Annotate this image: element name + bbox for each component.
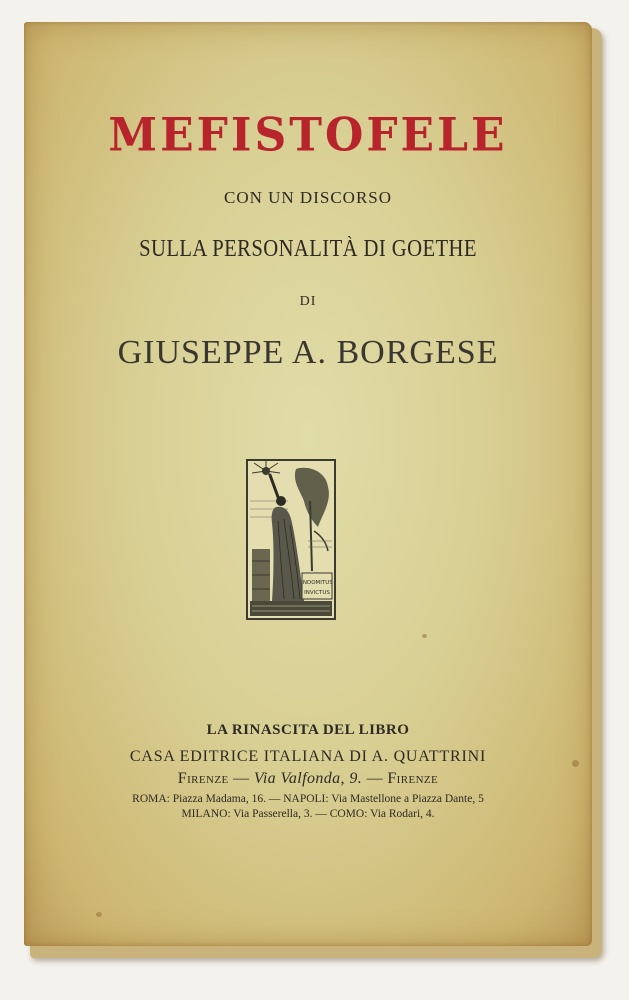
emblem-motto-line-1: INDOMITUS — [301, 580, 333, 586]
publisher-emblem — [246, 459, 336, 620]
branches-line-2: MILANO: Via Passerella, 3. — COMO: Via Rodari, 4. — [181, 808, 435, 820]
address-separator: — — [366, 770, 383, 787]
address-city-left: Firenze — [177, 770, 229, 787]
emblem-illustration-icon — [248, 461, 334, 618]
subtitle-line-2: SULLA PERSONALITÀ DI GOETHE — [139, 236, 477, 262]
branches-line-1: ROMA: Piazza Madama, 16. — NAPOLI: Via Mastellone a Piazza Dante, 5 — [132, 793, 484, 805]
by-label: DI — [299, 294, 317, 309]
publisher-address — [24, 770, 592, 788]
author-name: GIUSEPPE A. BORGESE — [117, 334, 499, 371]
book-cover — [24, 22, 592, 946]
emblem-motto-line-2: INVICTUS — [304, 590, 330, 596]
address-street: Via Valfonda, 9. — [253, 770, 363, 787]
publisher-series: LA RINASCITA DEL LIBRO — [206, 722, 410, 738]
paper-stain — [422, 634, 427, 638]
address-separator: — — [233, 770, 250, 787]
paper-stain — [96, 912, 102, 917]
book-title: MEFISTOFELE — [108, 108, 508, 163]
subtitle-line-1: CON UN DISCORSO — [223, 188, 393, 207]
address-city-right: Firenze — [387, 770, 439, 787]
publisher-house: CASA EDITRICE ITALIANA DI A. QUATTRINI — [129, 748, 487, 765]
